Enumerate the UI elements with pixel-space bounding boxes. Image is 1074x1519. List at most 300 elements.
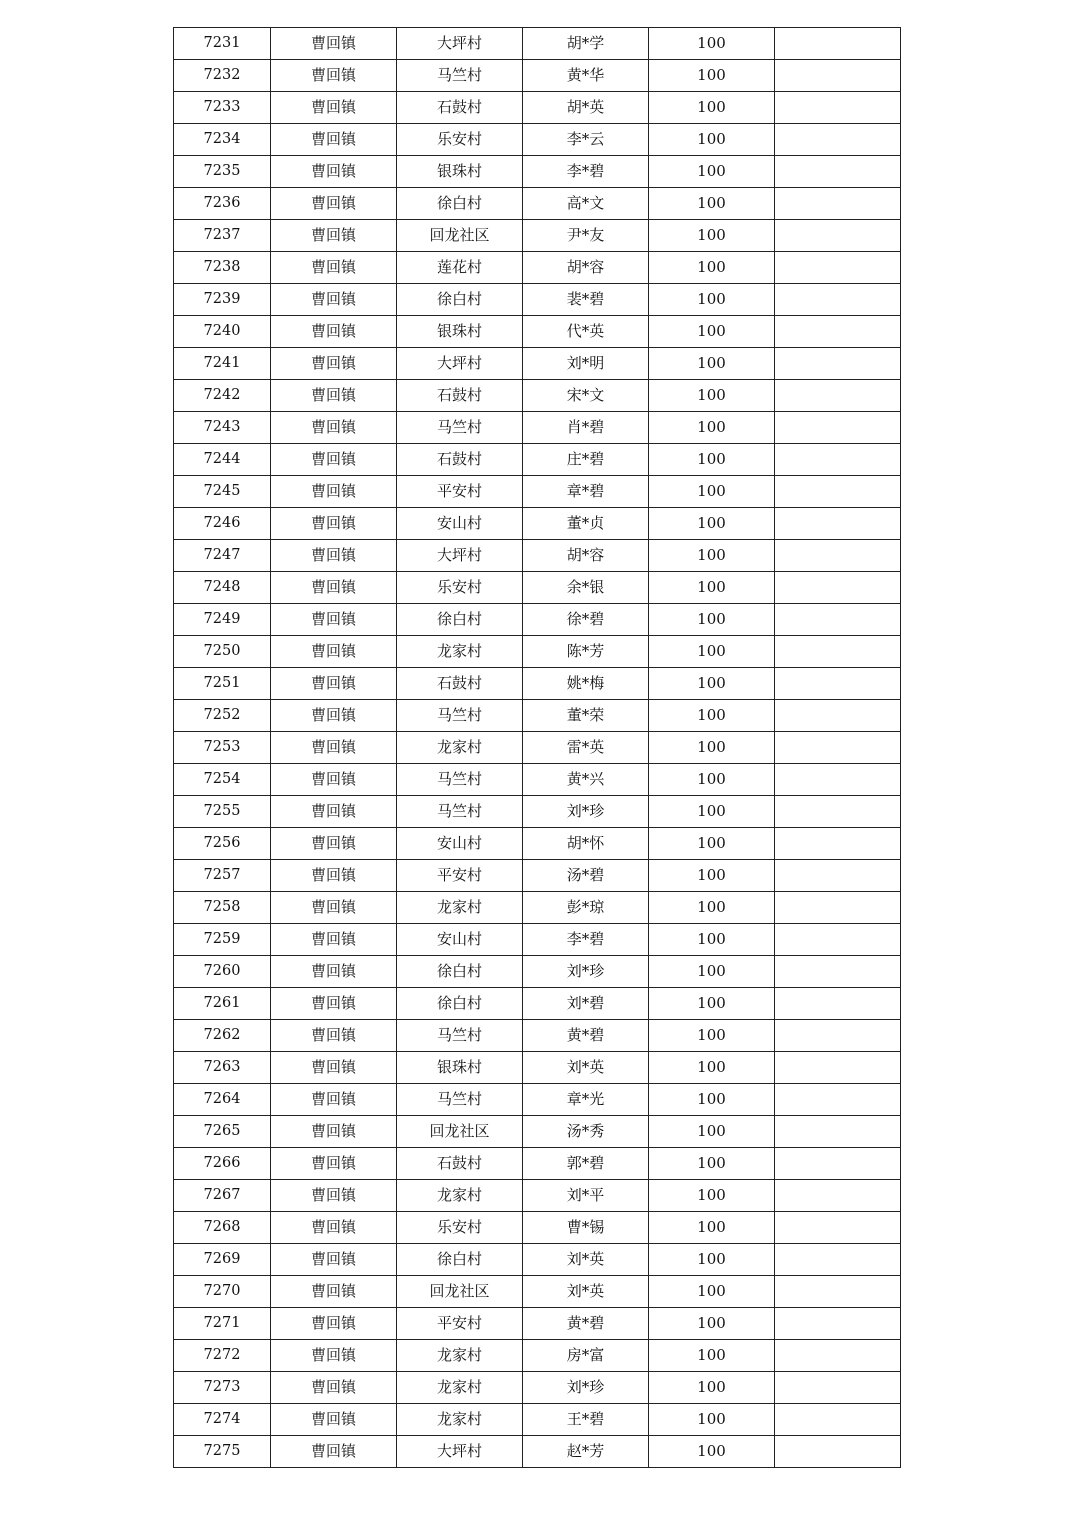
village-cell: 大坪村 bbox=[397, 28, 523, 60]
village-cell: 石鼓村 bbox=[397, 380, 523, 412]
village-cell: 石鼓村 bbox=[397, 92, 523, 124]
amount-cell: 100 bbox=[649, 668, 775, 700]
amount-cell: 100 bbox=[649, 220, 775, 252]
table-row bbox=[174, 604, 901, 636]
town-cell: 曹回镇 bbox=[271, 60, 397, 92]
serial-number-cell: 7235 bbox=[174, 156, 271, 188]
person-name-cell: 胡*容 bbox=[523, 252, 649, 284]
remark-cell bbox=[775, 1276, 901, 1308]
amount-cell: 100 bbox=[649, 1212, 775, 1244]
serial-number-cell: 7253 bbox=[174, 732, 271, 764]
table-row bbox=[174, 924, 901, 956]
remark-cell bbox=[775, 636, 901, 668]
person-name-cell: 刘*碧 bbox=[523, 988, 649, 1020]
person-name-cell: 黄*兴 bbox=[523, 764, 649, 796]
village-cell: 龙家村 bbox=[397, 732, 523, 764]
town-cell: 曹回镇 bbox=[271, 1276, 397, 1308]
remark-cell bbox=[775, 92, 901, 124]
person-name-cell: 徐*碧 bbox=[523, 604, 649, 636]
serial-number-cell: 7234 bbox=[174, 124, 271, 156]
amount-cell: 100 bbox=[649, 604, 775, 636]
person-name-cell: 黄*华 bbox=[523, 60, 649, 92]
amount-cell: 100 bbox=[649, 956, 775, 988]
serial-number-cell: 7236 bbox=[174, 188, 271, 220]
person-name-cell: 黄*碧 bbox=[523, 1308, 649, 1340]
person-name-cell: 赵*芳 bbox=[523, 1436, 649, 1468]
person-name-cell: 胡*怀 bbox=[523, 828, 649, 860]
town-cell: 曹回镇 bbox=[271, 156, 397, 188]
remark-cell bbox=[775, 1404, 901, 1436]
amount-cell: 100 bbox=[649, 700, 775, 732]
serial-number-cell: 7259 bbox=[174, 924, 271, 956]
serial-number-cell: 7272 bbox=[174, 1340, 271, 1372]
serial-number-cell: 7257 bbox=[174, 860, 271, 892]
person-name-cell: 裴*碧 bbox=[523, 284, 649, 316]
village-cell: 安山村 bbox=[397, 924, 523, 956]
amount-cell: 100 bbox=[649, 892, 775, 924]
person-name-cell: 余*银 bbox=[523, 572, 649, 604]
serial-number-cell: 7266 bbox=[174, 1148, 271, 1180]
amount-cell: 100 bbox=[649, 636, 775, 668]
remark-cell bbox=[775, 796, 901, 828]
person-name-cell: 胡*英 bbox=[523, 92, 649, 124]
serial-number-cell: 7258 bbox=[174, 892, 271, 924]
serial-number-cell: 7256 bbox=[174, 828, 271, 860]
remark-cell bbox=[775, 1212, 901, 1244]
person-name-cell: 刘*平 bbox=[523, 1180, 649, 1212]
amount-cell: 100 bbox=[649, 28, 775, 60]
table-row bbox=[174, 668, 901, 700]
roster-table bbox=[173, 27, 901, 1468]
remark-cell bbox=[775, 540, 901, 572]
serial-number-cell: 7247 bbox=[174, 540, 271, 572]
amount-cell: 100 bbox=[649, 508, 775, 540]
town-cell: 曹回镇 bbox=[271, 636, 397, 668]
amount-cell: 100 bbox=[649, 1180, 775, 1212]
town-cell: 曹回镇 bbox=[271, 348, 397, 380]
table-row bbox=[174, 444, 901, 476]
remark-cell bbox=[775, 412, 901, 444]
village-cell: 银珠村 bbox=[397, 316, 523, 348]
town-cell: 曹回镇 bbox=[271, 956, 397, 988]
person-name-cell: 董*荣 bbox=[523, 700, 649, 732]
remark-cell bbox=[775, 380, 901, 412]
table-row bbox=[174, 380, 901, 412]
village-cell: 马竺村 bbox=[397, 1084, 523, 1116]
town-cell: 曹回镇 bbox=[271, 92, 397, 124]
serial-number-cell: 7271 bbox=[174, 1308, 271, 1340]
remark-cell bbox=[775, 1340, 901, 1372]
serial-number-cell: 7268 bbox=[174, 1212, 271, 1244]
amount-cell: 100 bbox=[649, 188, 775, 220]
table-row bbox=[174, 220, 901, 252]
serial-number-cell: 7263 bbox=[174, 1052, 271, 1084]
serial-number-cell: 7242 bbox=[174, 380, 271, 412]
table-row bbox=[174, 124, 901, 156]
person-name-cell: 汤*秀 bbox=[523, 1116, 649, 1148]
village-cell: 徐白村 bbox=[397, 188, 523, 220]
town-cell: 曹回镇 bbox=[271, 1116, 397, 1148]
table-row bbox=[174, 732, 901, 764]
village-cell: 平安村 bbox=[397, 860, 523, 892]
serial-number-cell: 7267 bbox=[174, 1180, 271, 1212]
table-row bbox=[174, 1340, 901, 1372]
table-row bbox=[174, 28, 901, 60]
person-name-cell: 高*文 bbox=[523, 188, 649, 220]
village-cell: 徐白村 bbox=[397, 284, 523, 316]
table-row bbox=[174, 796, 901, 828]
person-name-cell: 章*光 bbox=[523, 1084, 649, 1116]
village-cell: 马竺村 bbox=[397, 764, 523, 796]
serial-number-cell: 7244 bbox=[174, 444, 271, 476]
town-cell: 曹回镇 bbox=[271, 764, 397, 796]
remark-cell bbox=[775, 1116, 901, 1148]
serial-number-cell: 7243 bbox=[174, 412, 271, 444]
serial-number-cell: 7249 bbox=[174, 604, 271, 636]
table-row bbox=[174, 60, 901, 92]
serial-number-cell: 7251 bbox=[174, 668, 271, 700]
amount-cell: 100 bbox=[649, 860, 775, 892]
village-cell: 龙家村 bbox=[397, 1404, 523, 1436]
amount-cell: 100 bbox=[649, 1340, 775, 1372]
table-row bbox=[174, 988, 901, 1020]
remark-cell bbox=[775, 444, 901, 476]
remark-cell bbox=[775, 60, 901, 92]
town-cell: 曹回镇 bbox=[271, 668, 397, 700]
person-name-cell: 胡*容 bbox=[523, 540, 649, 572]
village-cell: 龙家村 bbox=[397, 1180, 523, 1212]
table-row bbox=[174, 252, 901, 284]
town-cell: 曹回镇 bbox=[271, 1340, 397, 1372]
village-cell: 马竺村 bbox=[397, 60, 523, 92]
town-cell: 曹回镇 bbox=[271, 1212, 397, 1244]
serial-number-cell: 7264 bbox=[174, 1084, 271, 1116]
amount-cell: 100 bbox=[649, 252, 775, 284]
amount-cell: 100 bbox=[649, 412, 775, 444]
person-name-cell: 李*碧 bbox=[523, 156, 649, 188]
person-name-cell: 曹*锡 bbox=[523, 1212, 649, 1244]
serial-number-cell: 7231 bbox=[174, 28, 271, 60]
remark-cell bbox=[775, 252, 901, 284]
table-row bbox=[174, 1020, 901, 1052]
serial-number-cell: 7274 bbox=[174, 1404, 271, 1436]
table-row bbox=[174, 92, 901, 124]
remark-cell bbox=[775, 860, 901, 892]
remark-cell bbox=[775, 604, 901, 636]
town-cell: 曹回镇 bbox=[271, 892, 397, 924]
person-name-cell: 王*碧 bbox=[523, 1404, 649, 1436]
serial-number-cell: 7265 bbox=[174, 1116, 271, 1148]
village-cell: 徐白村 bbox=[397, 988, 523, 1020]
amount-cell: 100 bbox=[649, 1276, 775, 1308]
village-cell: 龙家村 bbox=[397, 892, 523, 924]
town-cell: 曹回镇 bbox=[271, 412, 397, 444]
village-cell: 回龙社区 bbox=[397, 1116, 523, 1148]
remark-cell bbox=[775, 1052, 901, 1084]
table-row bbox=[174, 284, 901, 316]
town-cell: 曹回镇 bbox=[271, 796, 397, 828]
table-row bbox=[174, 572, 901, 604]
village-cell: 银珠村 bbox=[397, 1052, 523, 1084]
amount-cell: 100 bbox=[649, 156, 775, 188]
table-row bbox=[174, 1148, 901, 1180]
amount-cell: 100 bbox=[649, 1148, 775, 1180]
table-row bbox=[174, 476, 901, 508]
village-cell: 安山村 bbox=[397, 508, 523, 540]
table-row bbox=[174, 412, 901, 444]
remark-cell bbox=[775, 764, 901, 796]
table-row bbox=[174, 828, 901, 860]
amount-cell: 100 bbox=[649, 1436, 775, 1468]
serial-number-cell: 7238 bbox=[174, 252, 271, 284]
serial-number-cell: 7275 bbox=[174, 1436, 271, 1468]
table-row bbox=[174, 636, 901, 668]
remark-cell bbox=[775, 1308, 901, 1340]
serial-number-cell: 7254 bbox=[174, 764, 271, 796]
village-cell: 马竺村 bbox=[397, 796, 523, 828]
remark-cell bbox=[775, 220, 901, 252]
village-cell: 徐白村 bbox=[397, 956, 523, 988]
town-cell: 曹回镇 bbox=[271, 988, 397, 1020]
village-cell: 乐安村 bbox=[397, 1212, 523, 1244]
town-cell: 曹回镇 bbox=[271, 220, 397, 252]
person-name-cell: 章*碧 bbox=[523, 476, 649, 508]
person-name-cell: 李*碧 bbox=[523, 924, 649, 956]
serial-number-cell: 7245 bbox=[174, 476, 271, 508]
town-cell: 曹回镇 bbox=[271, 924, 397, 956]
table-row bbox=[174, 1052, 901, 1084]
table-row bbox=[174, 1084, 901, 1116]
table-row bbox=[174, 1116, 901, 1148]
village-cell: 乐安村 bbox=[397, 572, 523, 604]
remark-cell bbox=[775, 124, 901, 156]
town-cell: 曹回镇 bbox=[271, 1436, 397, 1468]
town-cell: 曹回镇 bbox=[271, 1244, 397, 1276]
person-name-cell: 陈*芳 bbox=[523, 636, 649, 668]
town-cell: 曹回镇 bbox=[271, 700, 397, 732]
table-row bbox=[174, 540, 901, 572]
person-name-cell: 姚*梅 bbox=[523, 668, 649, 700]
amount-cell: 100 bbox=[649, 1052, 775, 1084]
person-name-cell: 宋*文 bbox=[523, 380, 649, 412]
person-name-cell: 尹*友 bbox=[523, 220, 649, 252]
town-cell: 曹回镇 bbox=[271, 252, 397, 284]
person-name-cell: 代*英 bbox=[523, 316, 649, 348]
town-cell: 曹回镇 bbox=[271, 828, 397, 860]
village-cell: 徐白村 bbox=[397, 1244, 523, 1276]
amount-cell: 100 bbox=[649, 284, 775, 316]
person-name-cell: 刘*英 bbox=[523, 1276, 649, 1308]
village-cell: 平安村 bbox=[397, 476, 523, 508]
town-cell: 曹回镇 bbox=[271, 444, 397, 476]
village-cell: 石鼓村 bbox=[397, 444, 523, 476]
person-name-cell: 刘*英 bbox=[523, 1052, 649, 1084]
amount-cell: 100 bbox=[649, 828, 775, 860]
amount-cell: 100 bbox=[649, 1084, 775, 1116]
town-cell: 曹回镇 bbox=[271, 316, 397, 348]
town-cell: 曹回镇 bbox=[271, 1180, 397, 1212]
serial-number-cell: 7255 bbox=[174, 796, 271, 828]
serial-number-cell: 7232 bbox=[174, 60, 271, 92]
table-row bbox=[174, 860, 901, 892]
table-row bbox=[174, 1180, 901, 1212]
village-cell: 回龙社区 bbox=[397, 220, 523, 252]
person-name-cell: 汤*碧 bbox=[523, 860, 649, 892]
amount-cell: 100 bbox=[649, 348, 775, 380]
table-row bbox=[174, 316, 901, 348]
remark-cell bbox=[775, 476, 901, 508]
person-name-cell: 雷*英 bbox=[523, 732, 649, 764]
town-cell: 曹回镇 bbox=[271, 1404, 397, 1436]
serial-number-cell: 7250 bbox=[174, 636, 271, 668]
village-cell: 大坪村 bbox=[397, 348, 523, 380]
remark-cell bbox=[775, 668, 901, 700]
town-cell: 曹回镇 bbox=[271, 28, 397, 60]
remark-cell bbox=[775, 700, 901, 732]
remark-cell bbox=[775, 348, 901, 380]
roster-table-body bbox=[174, 28, 901, 1468]
town-cell: 曹回镇 bbox=[271, 860, 397, 892]
remark-cell bbox=[775, 156, 901, 188]
amount-cell: 100 bbox=[649, 764, 775, 796]
amount-cell: 100 bbox=[649, 1116, 775, 1148]
village-cell: 莲花村 bbox=[397, 252, 523, 284]
remark-cell bbox=[775, 28, 901, 60]
village-cell: 马竺村 bbox=[397, 1020, 523, 1052]
remark-cell bbox=[775, 1084, 901, 1116]
table-row bbox=[174, 1372, 901, 1404]
town-cell: 曹回镇 bbox=[271, 284, 397, 316]
remark-cell bbox=[775, 1020, 901, 1052]
village-cell: 乐安村 bbox=[397, 124, 523, 156]
serial-number-cell: 7262 bbox=[174, 1020, 271, 1052]
town-cell: 曹回镇 bbox=[271, 540, 397, 572]
amount-cell: 100 bbox=[649, 124, 775, 156]
serial-number-cell: 7233 bbox=[174, 92, 271, 124]
document-page bbox=[173, 27, 900, 1468]
amount-cell: 100 bbox=[649, 1404, 775, 1436]
village-cell: 龙家村 bbox=[397, 636, 523, 668]
table-row bbox=[174, 348, 901, 380]
table-row bbox=[174, 1244, 901, 1276]
table-row bbox=[174, 956, 901, 988]
serial-number-cell: 7241 bbox=[174, 348, 271, 380]
serial-number-cell: 7252 bbox=[174, 700, 271, 732]
town-cell: 曹回镇 bbox=[271, 572, 397, 604]
table-row bbox=[174, 764, 901, 796]
person-name-cell: 彭*琼 bbox=[523, 892, 649, 924]
amount-cell: 100 bbox=[649, 92, 775, 124]
town-cell: 曹回镇 bbox=[271, 380, 397, 412]
table-row bbox=[174, 1404, 901, 1436]
town-cell: 曹回镇 bbox=[271, 476, 397, 508]
town-cell: 曹回镇 bbox=[271, 508, 397, 540]
remark-cell bbox=[775, 924, 901, 956]
remark-cell bbox=[775, 1180, 901, 1212]
table-row bbox=[174, 508, 901, 540]
amount-cell: 100 bbox=[649, 60, 775, 92]
village-cell: 徐白村 bbox=[397, 604, 523, 636]
person-name-cell: 肖*碧 bbox=[523, 412, 649, 444]
table-row bbox=[174, 1308, 901, 1340]
serial-number-cell: 7240 bbox=[174, 316, 271, 348]
remark-cell bbox=[775, 188, 901, 220]
person-name-cell: 刘*珍 bbox=[523, 1372, 649, 1404]
village-cell: 石鼓村 bbox=[397, 668, 523, 700]
table-row bbox=[174, 1276, 901, 1308]
person-name-cell: 胡*学 bbox=[523, 28, 649, 60]
amount-cell: 100 bbox=[649, 732, 775, 764]
amount-cell: 100 bbox=[649, 572, 775, 604]
person-name-cell: 庄*碧 bbox=[523, 444, 649, 476]
town-cell: 曹回镇 bbox=[271, 1020, 397, 1052]
town-cell: 曹回镇 bbox=[271, 1372, 397, 1404]
remark-cell bbox=[775, 1148, 901, 1180]
serial-number-cell: 7270 bbox=[174, 1276, 271, 1308]
remark-cell bbox=[775, 1436, 901, 1468]
town-cell: 曹回镇 bbox=[271, 1308, 397, 1340]
person-name-cell: 刘*珍 bbox=[523, 796, 649, 828]
amount-cell: 100 bbox=[649, 444, 775, 476]
remark-cell bbox=[775, 988, 901, 1020]
table-row bbox=[174, 892, 901, 924]
person-name-cell: 刘*英 bbox=[523, 1244, 649, 1276]
serial-number-cell: 7237 bbox=[174, 220, 271, 252]
village-cell: 平安村 bbox=[397, 1308, 523, 1340]
village-cell: 大坪村 bbox=[397, 540, 523, 572]
village-cell: 回龙社区 bbox=[397, 1276, 523, 1308]
person-name-cell: 刘*明 bbox=[523, 348, 649, 380]
town-cell: 曹回镇 bbox=[271, 1052, 397, 1084]
table-row bbox=[174, 1436, 901, 1468]
remark-cell bbox=[775, 956, 901, 988]
amount-cell: 100 bbox=[649, 1020, 775, 1052]
remark-cell bbox=[775, 732, 901, 764]
village-cell: 安山村 bbox=[397, 828, 523, 860]
village-cell: 银珠村 bbox=[397, 156, 523, 188]
remark-cell bbox=[775, 572, 901, 604]
serial-number-cell: 7269 bbox=[174, 1244, 271, 1276]
remark-cell bbox=[775, 1244, 901, 1276]
remark-cell bbox=[775, 508, 901, 540]
person-name-cell: 李*云 bbox=[523, 124, 649, 156]
table-row bbox=[174, 700, 901, 732]
amount-cell: 100 bbox=[649, 988, 775, 1020]
remark-cell bbox=[775, 284, 901, 316]
amount-cell: 100 bbox=[649, 540, 775, 572]
serial-number-cell: 7273 bbox=[174, 1372, 271, 1404]
person-name-cell: 房*富 bbox=[523, 1340, 649, 1372]
town-cell: 曹回镇 bbox=[271, 604, 397, 636]
town-cell: 曹回镇 bbox=[271, 1084, 397, 1116]
village-cell: 龙家村 bbox=[397, 1340, 523, 1372]
village-cell: 大坪村 bbox=[397, 1436, 523, 1468]
person-name-cell: 董*贞 bbox=[523, 508, 649, 540]
village-cell: 马竺村 bbox=[397, 412, 523, 444]
amount-cell: 100 bbox=[649, 380, 775, 412]
serial-number-cell: 7261 bbox=[174, 988, 271, 1020]
town-cell: 曹回镇 bbox=[271, 188, 397, 220]
remark-cell bbox=[775, 316, 901, 348]
amount-cell: 100 bbox=[649, 316, 775, 348]
amount-cell: 100 bbox=[649, 1372, 775, 1404]
amount-cell: 100 bbox=[649, 796, 775, 828]
table-row bbox=[174, 1212, 901, 1244]
village-cell: 石鼓村 bbox=[397, 1148, 523, 1180]
person-name-cell: 刘*珍 bbox=[523, 956, 649, 988]
serial-number-cell: 7248 bbox=[174, 572, 271, 604]
village-cell: 马竺村 bbox=[397, 700, 523, 732]
